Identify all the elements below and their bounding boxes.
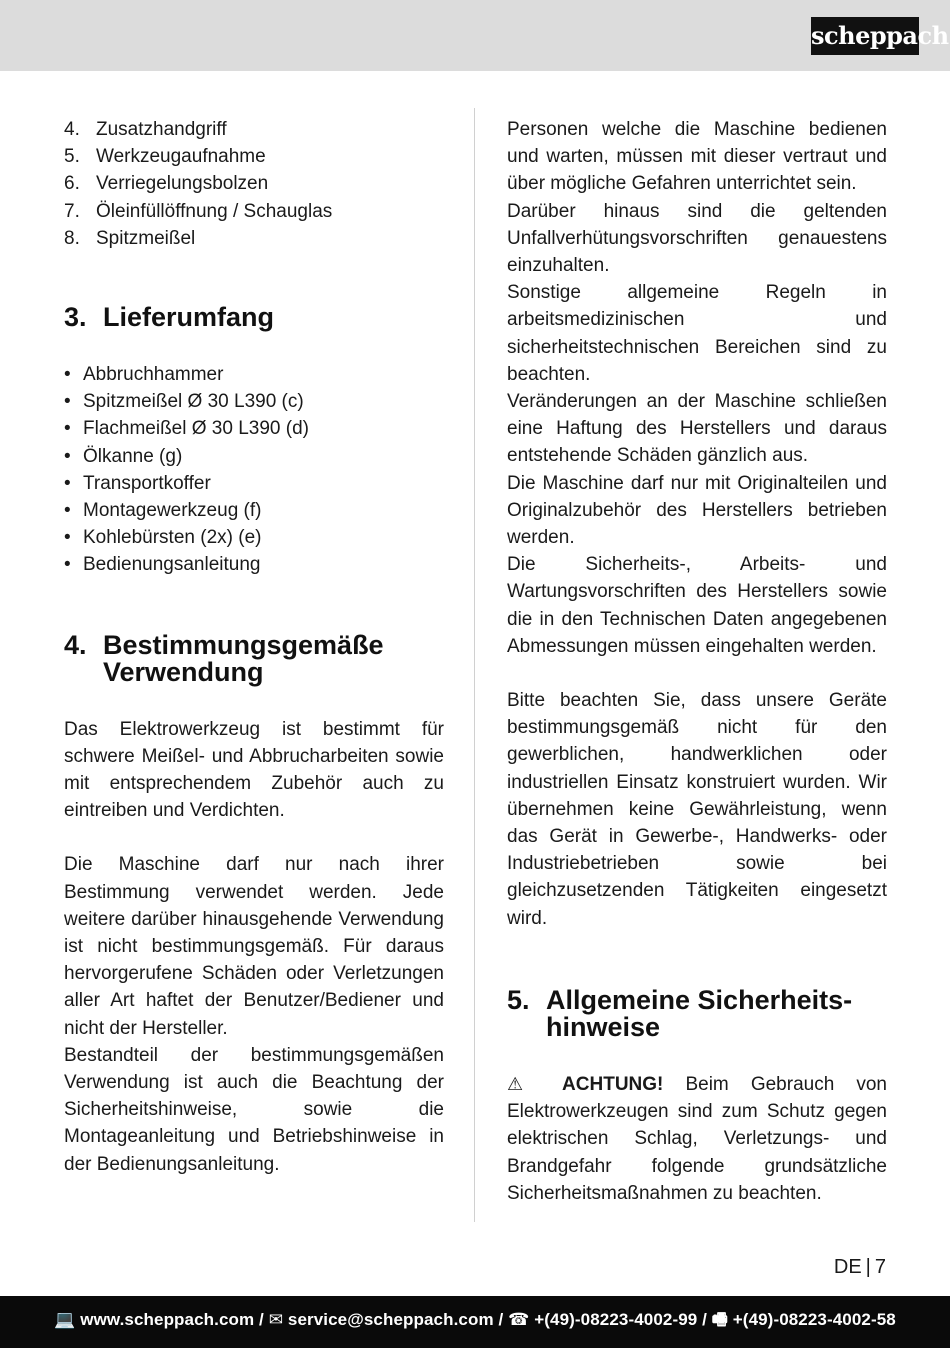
telephone-icon: ☎ <box>508 1310 530 1329</box>
paragraph: Personen welche die Maschine bedienen und warten, müssen mit dieser vertraut und über mögliche Gefahren unterrichtet sein. <box>507 119 887 195</box>
page-number: DE | 7 <box>833 1256 886 1278</box>
paragraph: Darüber hinaus sind die geltenden Unfallverhütungsvorschriften genauestens einzuhalten. <box>507 200 887 277</box>
left-column <box>64 116 444 1178</box>
list-item: • Abbruchhammer <box>64 364 224 386</box>
delivery-list <box>64 361 444 579</box>
right-column <box>507 116 887 1207</box>
parts-list <box>64 116 444 252</box>
list-item: • Bedienungsanleitung <box>64 554 261 576</box>
paragraph: Die Sicherheits-, Arbeits- und Wartungsvorschriften des Herstellers sowie die in den Technischen Daten angegebenen Abmessungen müssen eingehalten werden. <box>507 554 887 657</box>
list-item: 6. Verriegelungsbolzen <box>64 173 269 195</box>
paragraph: Sonstige allgemeine Regeln in arbeitsmedizinischen und sicherheitstechnischen Bereichen sind zu beachten. <box>507 282 887 385</box>
paragraph: Bestandteil der bestimmungsgemäßen Verwendung ist auch die Beachtung der Sicherheitshinweise, sowie die Montageanleitung und Betriebshinweise in der Bedienungsanleitung. <box>64 1044 444 1175</box>
list-item: 4. Zusatzhandgriff <box>64 119 227 140</box>
warning-paragraph: ⚠ ACHTUNG! Beim Gebrauch von Elektrowerkzeugen sind zum Schutz gegen elektrischen Schlag, Verletzungs- und Brandgefahr folgende grundsätzliche Sicherheitsmaßnahmen zu beachten. <box>507 1073 888 1204</box>
list-item: • Flachmeißel Ø 30 L390 (d) <box>64 418 309 440</box>
warning-label: ACHTUNG! <box>562 1073 664 1095</box>
list-item: • Montagewerkzeug (f) <box>64 500 262 522</box>
footer-bar: 💻 www.scheppach.com / ✉ service@scheppach.com / ☎ +(49)-08223-4002-99 / 🖷 +(49)-08223-4002-58 <box>0 1296 950 1348</box>
section-5-heading: 5. Allgemeine Sicherheits- hinweise <box>507 984 853 1042</box>
fax-number: +(49)-08223-4002-58 <box>732 1310 896 1329</box>
section-4-heading: 4. Bestimmungsgemäße Verwendung <box>64 629 384 687</box>
list-item: • Kohlebürsten (2x) (e) <box>64 527 262 549</box>
paragraph: Die Maschine darf nur mit Originalteilen und Originalzubehör des Herstellers betrieben werden. <box>507 472 887 549</box>
warning-triangle-icon: ⚠ <box>507 1073 540 1094</box>
phone-number: +(49)-08223-4002-99 <box>534 1310 698 1329</box>
list-item: • Spitzmeißel Ø 30 L390 (c) <box>64 391 304 413</box>
scheppach-logo: scheppach <box>811 17 919 55</box>
computer-icon: 💻 <box>54 1310 76 1329</box>
list-item: 8. Spitzmeißel <box>64 227 196 249</box>
fax-icon: 🖷 <box>711 1310 728 1329</box>
list-item: • Transportkoffer <box>64 472 211 494</box>
paragraph: Die Maschine darf nur nach ihrer Bestimmung verwendet werden. Jede weitere darüber hinausgehende Verwendung ist nicht bestimmungsgemäß. Für daraus hervorgerufene Schäden oder Verletzungen aller Art haftet der Benutzer/Bediener und nicht der Hersteller. <box>64 854 444 1039</box>
email-link[interactable]: service@scheppach.com <box>287 1310 494 1329</box>
paragraph: Bitte beachten Sie, dass unsere Geräte bestimmungsgemäß nicht für den gewerblichen, handwerklichen oder industriellen Einsatz konstruiert wurden. Wir übernehmen keine Gewährleistung, wenn das Gerät in Gewerbe-, Handwerks- oder Industriebetrieben sowie bei gleichzusetzenden Tätigkeiten eingesetzt wird. <box>507 690 887 929</box>
header-bar <box>0 0 950 71</box>
website-link[interactable]: www.scheppach.com <box>80 1310 255 1329</box>
paragraph: Veränderungen an der Maschine schließen eine Haftung des Herstellers und daraus entstehende Schäden gänzlich aus. <box>507 391 887 467</box>
list-item: 5. Werkzeugaufnahme <box>64 146 266 168</box>
list-item: 7. Öleinfüllöffnung / Schauglas <box>64 200 333 222</box>
section-3-heading: 3. Lieferumfang <box>64 302 275 333</box>
list-item: • Ölkanne (g) <box>64 445 183 467</box>
column-divider <box>474 108 475 1222</box>
paragraph: Das Elektrowerkzeug ist bestimmt für schwere Meißel- und Abbrucharbeiten sowie mit entsprechendem Zubehör auch zu eintreiben und Verdichten. <box>64 718 444 822</box>
envelope-icon: ✉ <box>268 1310 284 1329</box>
